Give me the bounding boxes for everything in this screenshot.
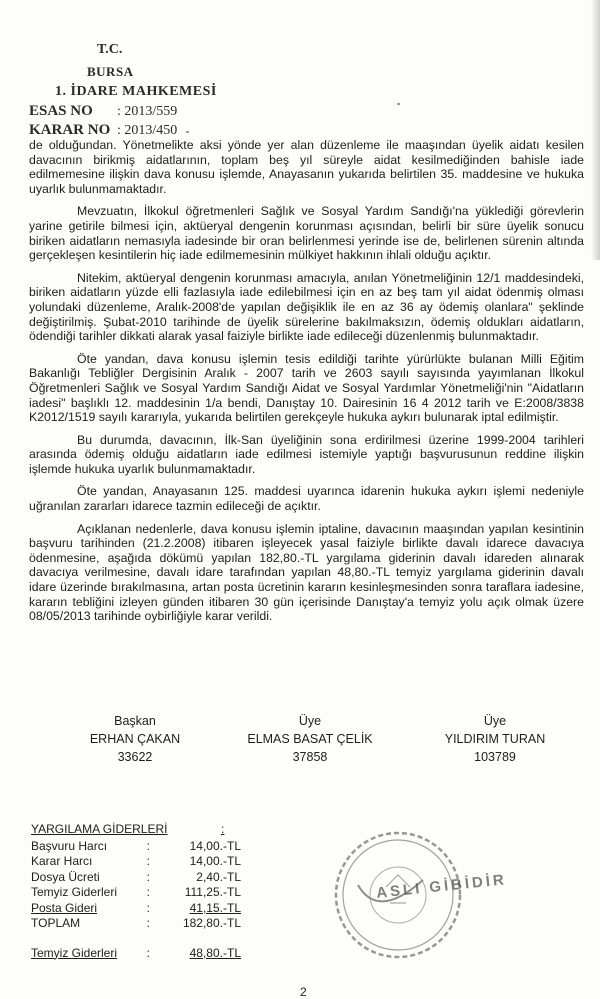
cost-name: Dosya Ücreti [31, 869, 100, 884]
cost-name: Posta Gideri [31, 900, 98, 915]
paragraph: Öte yandan, Anayasanın 125. maddesi uyarınca idarenin hukuka aykırı işlemi nedeniyle uğranılan zararları idarece tazmin edileceği de açıktır. [29, 484, 584, 514]
karar-no-label: KARAR NO [29, 122, 111, 138]
esas-no-label: ESAS NO [29, 103, 93, 119]
paragraph: Açıklanan nedenlerle, dava konusu işlemin iptaline, davacının maaşından yapılan kesintinin başvuru tarihinden (21.2.2008) itibaren işleyecek yasal faiziyle birlikte davalı idarece davacıya ödenmesine, aşağıda dökümü yapılan 182,80.-TL yargılama giderinin davalı idareden alınarak davacıya verilmesine, davalı idare tarafından yapılan 48,80.-TL temyiz yargılama giderinin davalı idare üzerinde bırakılmasına, artan posta ücretinin kararın kesinleşmesinden sonra taraflara iadesine, kararın tebliğini izleyen günden itibaren 30 gün içerisinde Danıştay'a temyiz yolu açık olmak üzere 08/05/2013 tarihinde oybirliğiyle karar verildi. [29, 521, 584, 624]
header-city: BURSA [87, 64, 134, 79]
cost-name: Karar Harcı [31, 854, 93, 868]
cost-name: Temyiz Giderleri [31, 885, 118, 899]
karar-no-row [29, 122, 177, 139]
signature-president [50, 712, 220, 766]
stamp-text: ASLI GİBİDİR [375, 871, 508, 902]
costs-title-row [31, 822, 241, 838]
costs-title: YARGILAMA GİDERLERİ [31, 822, 168, 836]
cost-colon: : [146, 838, 150, 853]
signature-number: 37858 [292, 750, 328, 764]
signature-role: Üye [298, 714, 322, 728]
header-court: 1. İDARE MAHKEMESİ [55, 84, 217, 99]
cost-colon: : [146, 900, 150, 915]
cost-colon: : [146, 916, 150, 930]
costs-table [31, 822, 241, 961]
cost-total-name: TOPLAM [31, 916, 81, 930]
paragraph: Nitekim, aktüeryal dengenin korunması amacıyla, anılan Yönetmeliğinin 12/1 maddesindeki, biriken aidatların yüzde elli fazlasıyla iade edilebilmesi için en az beş tam yıl aidat ödenmiş olması yolundaki düzenleme, Aralık-2008'de yapılan değişiklik ile en az 36 ay ödemiş olanlara" şeklinde değiştirilmiş. Şubat-2010 tarihinde de üyelik sürelerine bakılmaksızın, ödemiş oldukları aidatların, ödendiği tarihler dikkati alarak yasal faiziyle birlikte iade edileceği düzenlenmiş bulunmaktadır. [29, 270, 584, 344]
cost-total-row [31, 916, 241, 932]
cost-amount: 41,15.-TL [189, 900, 241, 915]
esas-no-row [29, 103, 177, 120]
cost-row [31, 885, 241, 901]
signature-member-2 [410, 712, 580, 766]
paragraph: Mevzuatın, İlkokul öğretmenleri Sağlık ve Sosyal Yardım Sandığı'na yüklediği görevlerin yarine getirile bilmesi için, aktüeryal dengenin korunması açısından, belirli bir süre üyelik sonucu biriken aidatların nemasıyla iadesinde bir oran belirlenmesi yerinde ise de, belirlenen sürenin altında gerçekleşen kesintilerin hiç iade edilmemesinin mülkiyet hakkının ihlali olduğu açıktır. [29, 204, 584, 263]
esas-no-value: : 2013/559 [117, 104, 178, 119]
cost-amount: 14,00.-TL [189, 854, 241, 868]
cost-temyiz-amount: 48,80.-TL [189, 945, 241, 960]
paragraph: de olduğundan. Yönetmelikte aksi yönde yer alan düzenleme ile maaşından üyelik aidatı kesilen davacının birikmiş aidatlarının, toplam beş yıl süreyle aidat kesilmediğinden bahisle iade edilmemesine ilişkin dava konusu işlemde, Anayasanın yukarıda belirtilen 35. maddesine ve hukuka uyarlık bulunmamaktadır. [29, 138, 584, 196]
cost-colon: : [146, 869, 150, 884]
signature-name: ERHAN ÇAKAN [89, 732, 181, 746]
cost-colon: : [146, 854, 150, 868]
cost-row [31, 839, 241, 855]
signature-role: Üye [483, 714, 507, 728]
cost-name: Başvuru Harcı [31, 838, 108, 853]
karar-no-value: : 2013/450 [117, 123, 178, 138]
scan-edge-shadow [591, 0, 600, 260]
cost-amount: 111,25.-TL [184, 885, 241, 899]
decision-body [29, 138, 584, 632]
cost-colon: : [146, 885, 150, 899]
signature-role: Başkan [114, 714, 156, 728]
signature-name: ELMAS BASAT ÇELİK [247, 732, 373, 746]
page-number: 2 [300, 985, 307, 999]
cost-row [31, 854, 241, 870]
cost-total-amount: 182,80.-TL [182, 916, 241, 930]
cost-temyiz-name: Temyiz Giderleri [31, 945, 118, 960]
header-tc: T.C. [97, 42, 123, 57]
cost-amount: 2,40.-TL [196, 869, 241, 884]
cost-temyiz-row [31, 946, 241, 962]
cost-amount: 14,00.-TL [189, 838, 241, 853]
signature-name: YILDIRIM TURAN [444, 732, 546, 746]
cost-row [31, 870, 241, 886]
signature-number: 103789 [474, 750, 516, 764]
paragraph: Bu durumda, davacının, İlk-San üyeliğinin sona erdirilmesi üzerine 1999-2004 tarihleri arasında ödemiş olduğu aidatların iade edilmesi istemiyle yaptığı başvurusunun reddine ilişkin işlemde hukuka uyarlık bulunmamaktadır. [29, 432, 584, 476]
paragraph: Öte yandan, dava konusu işlemin tesis edildiği tarihte yürürlükte bulanan Milli Eğitim Bakanlığı Tebliğler Dergisinin Aralık - 2007 tarih ve 2603 sayılı sayısında yayımlanan İlkokul Öğretmenleri Sağlık ve Sosyal Yardım Sandığı Aidat ve Sosyal Yardımlar Yönetmeliği'nin "Aidatların iadesi" başlıklı 12. maddesinin 1/a bendi, Danıştay 10. Dairesinin 16 4 2012 tarih ve E:2008/3838 K2012/1519 sayılı kararıyla, yukarıda belirtilen gerekçeyle hukuka aykırı bulunarak iptal edilmiştir. [29, 351, 584, 425]
cost-row [31, 901, 241, 917]
signature-member-1 [225, 712, 395, 766]
costs-title-colon: : [221, 822, 225, 836]
cost-colon: : [146, 945, 150, 960]
signature-number: 33622 [117, 750, 153, 764]
